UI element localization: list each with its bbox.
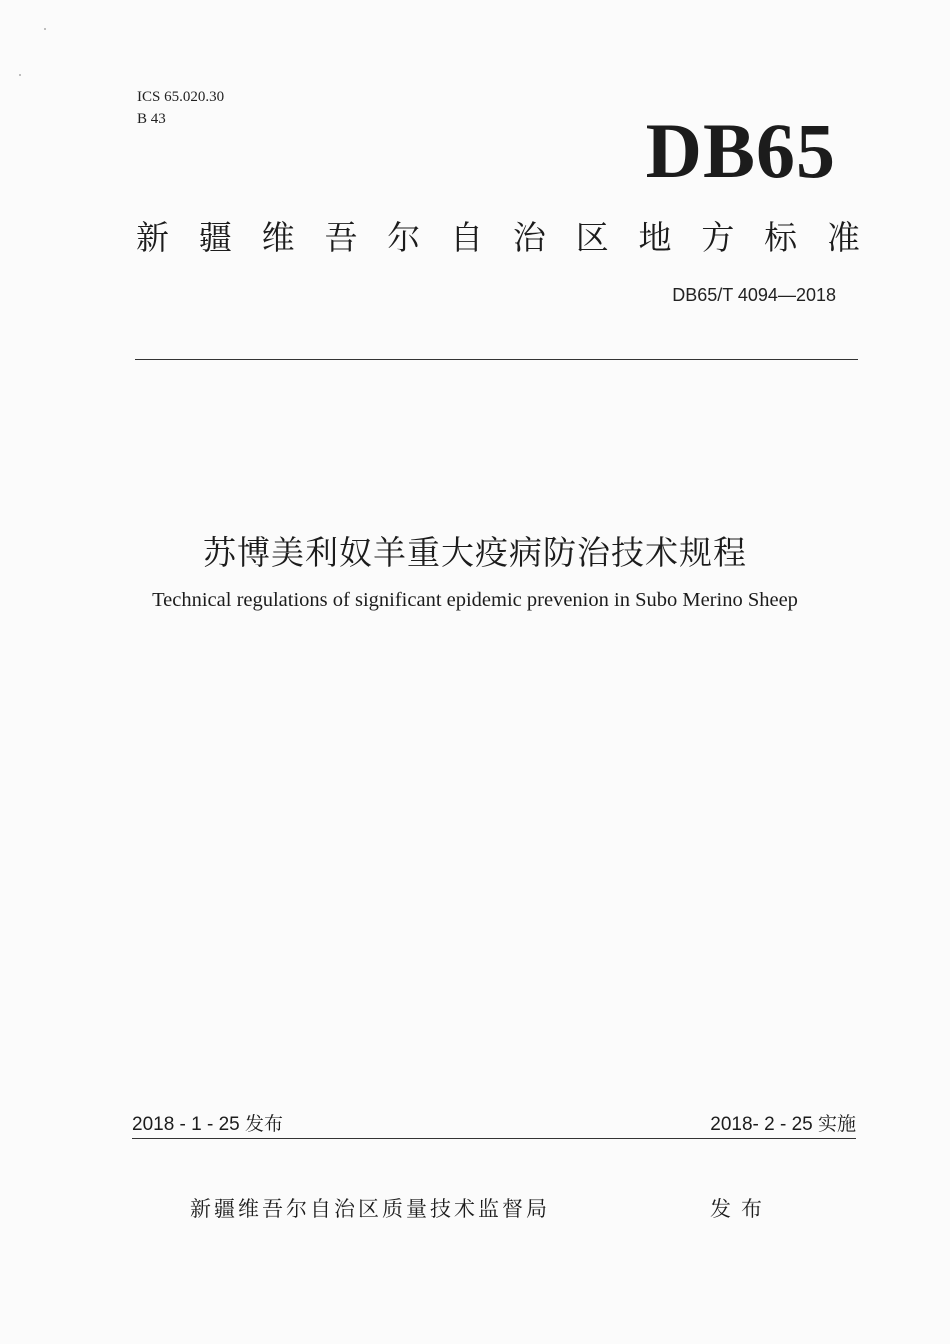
category-char: 区	[575, 218, 609, 257]
title-chinese: 苏博美利奴羊重大疫病防治技术规程	[203, 533, 747, 572]
category-char: 治	[512, 218, 546, 257]
category-char: 新	[136, 218, 169, 257]
category-char: 尔	[387, 218, 421, 257]
category-char: 方	[701, 218, 735, 257]
issuing-authority: 新疆维吾尔自治区质量技术监督局	[190, 1197, 550, 1221]
standard-number: DB65/T 4094—2018	[672, 285, 836, 305]
ccs-code: B 43	[137, 111, 166, 127]
category-char: 自	[450, 218, 484, 257]
scan-speck	[19, 74, 21, 76]
ics-code: ICS 65.020.30	[137, 89, 225, 105]
classification-codes	[137, 86, 224, 130]
category-char: 疆	[198, 218, 232, 257]
title-english: Technical regulations of significant epidemic prevenion in Subo Merino Sheep	[152, 589, 798, 611]
standard-code-logo: DB65	[645, 107, 836, 194]
standard-category	[136, 218, 860, 258]
publish-label: 发布	[710, 1197, 772, 1221]
footer-divider	[132, 1138, 856, 1139]
header-divider	[135, 359, 858, 360]
category-char: 地	[638, 218, 672, 257]
implementation-date: 2018- 2 - 25 实施	[710, 1114, 856, 1135]
release-date: 2018 - 1 - 25 发布	[132, 1114, 284, 1135]
scan-speck	[44, 28, 46, 30]
category-char: 维	[261, 218, 295, 257]
category-char: 吾	[324, 218, 358, 257]
date-row	[132, 1112, 856, 1138]
category-char: 准	[826, 218, 860, 257]
category-char: 标	[764, 218, 798, 257]
